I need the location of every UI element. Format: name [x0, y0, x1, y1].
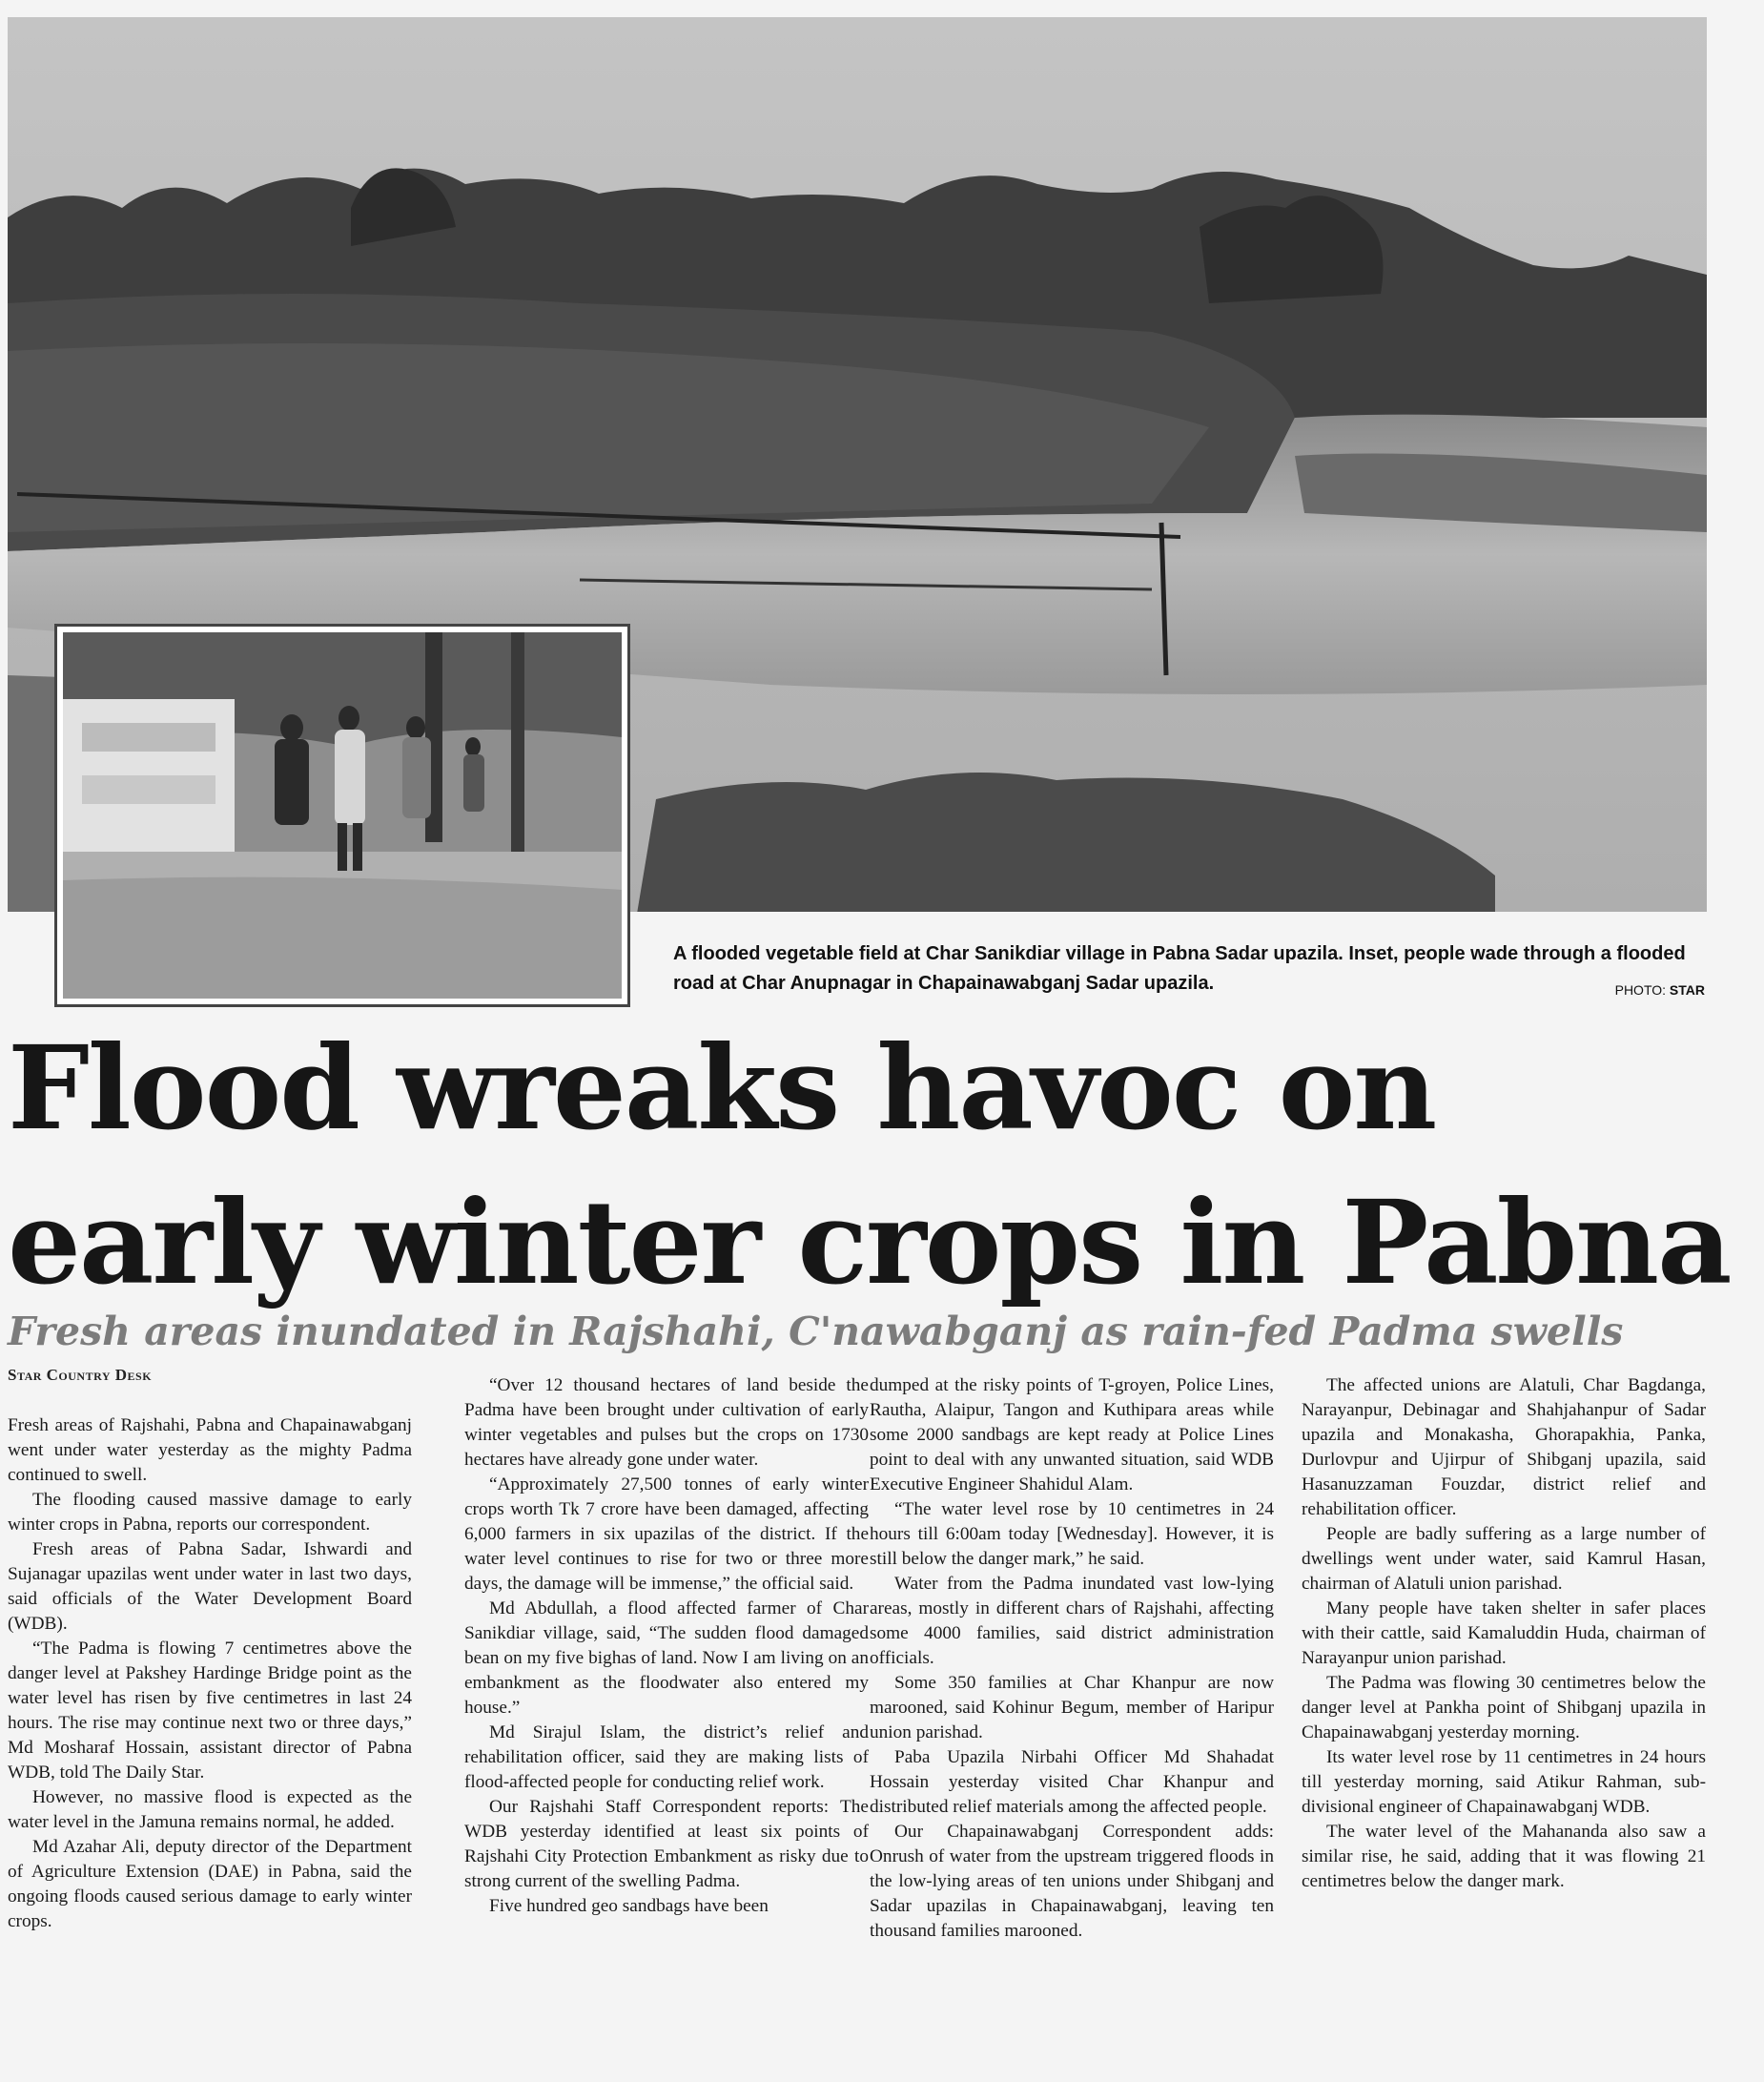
paragraph: The affected unions are Alatuli, Char Bagdanga, Narayanpur, Debinagar and Shahjahanpur of Sadar upazila and Monakasha, Ghorapakhia, Panka, Durlovpur and Ujirpur of Shibganj upazila, said Hasanuzzaman Fouzdar, district relief and rehabilitation officer.: [1302, 1375, 1706, 1519]
paragraph: The water level of the Mahananda also saw a similar rise, he said, adding that it was flowing 21 centimetres below the danger mark.: [1302, 1822, 1706, 1891]
paragraph: Water from the Padma inundated vast low-lying areas, mostly in different chars of Rajshahi, affecting some 4000 families, said district administration officials.: [870, 1574, 1274, 1668]
headline-line-2: early winter crops in Pabna: [8, 1174, 1731, 1310]
paragraph: Our Chapainawabganj Correspondent adds: Onrush of water from the upstream triggered floods in the low-lying areas of ten unions under Shibganj and Sadar upazilas in Chapainawabganj, leaving ten thousand families marooned.: [870, 1822, 1274, 1941]
subheadline: Fresh areas inundated in Rajshahi, C'nawabganj as rain-fed Padma swells: [8, 1309, 1624, 1354]
paragraph: The flooding caused massive damage to early winter crops in Pabna, reports our correspondent.: [8, 1490, 412, 1535]
photo-caption: A flooded vegetable field at Char Sanikdiar village in Pabna Sadar upazila. Inset, people wade through a flooded road at Char Anupnagar in Chapainawabganj Sadar upazila.: [673, 943, 1686, 994]
paragraph: “The water level rose by 10 centimetres in 24 hours till 6:00am today [Wednesday]. However, it is still below the danger mark,” he said.: [870, 1499, 1274, 1569]
paragraph: Md Sirajul Islam, the district’s relief and rehabilitation officer, said they are making lists of flood-affected people for conducting relief work.: [464, 1722, 869, 1792]
paragraph: “Approximately 27,500 tonnes of early winter crops worth Tk 7 crore have been damaged, affecting 6,000 farmers in six upazilas of the district. If the water level continues to rise for two or three more days, the damage will be immense,” the official said.: [464, 1474, 869, 1594]
article-column-4: [1302, 1373, 1706, 1894]
paragraph: Its water level rose by 11 centimetres in 24 hours till yesterday morning, said Atikur Rahman, sub-divisional engineer of Chapainawabganj WDB.: [1302, 1747, 1706, 1817]
paragraph: Md Abdullah, a flood affected farmer of Char Sanikdiar village, said, “The sudden flood damaged bean on my five bighas of land. Now I am living on an embankment as the floodwater also entered my house.”: [464, 1598, 869, 1718]
paragraph: Some 350 families at Char Khanpur are now marooned, said Kohinur Begum, member of Haripur union parishad.: [870, 1673, 1274, 1742]
paragraph: dumped at the risky points of T-groyen, Police Lines, Rautha, Alaipur, Tangon and Kuthipara areas while some 2000 sandbags are kept ready at Police Lines point to deal with any unwanted situation, said WDB Executive Engineer Shahidul Alam.: [870, 1375, 1274, 1495]
article-column-3: [870, 1373, 1274, 1944]
inset-photo: [57, 627, 627, 1004]
byline: Star Country Desk: [8, 1366, 153, 1384]
paragraph: “The Padma is flowing 7 centimetres above the danger level at Pakshey Hardinge Bridge point as the water level has risen by five centimetres in last 24 hours. The rise may continue next two or three days,” Md Mosharaf Hossain, assistant director of Pabna WDB, told The Daily Star.: [8, 1639, 412, 1783]
paragraph: The Padma was flowing 30 centimetres below the danger level at Pankha point of Shibganj upazila in Chapainawabganj yesterday morning.: [1302, 1673, 1706, 1742]
article-column-2: [464, 1373, 869, 1919]
paragraph: Fresh areas of Pabna Sadar, Ishwardi and Sujanagar upazilas went under water in last two days, said officials of the Water Development Board (WDB).: [8, 1539, 412, 1634]
paragraph: “Over 12 thousand hectares of land beside the Padma have been brought under cultivation of early winter vegetables and pulses but the crops on 1730 hectares have already gone under water.: [464, 1375, 869, 1470]
paragraph: Many people have taken shelter in safer places with their cattle, said Kamaluddin Huda, chairman of Narayanpur union parishad.: [1302, 1598, 1706, 1668]
paragraph: Fresh areas of Rajshahi, Pabna and Chapainawabganj went under water yesterday as the mighty Padma continued to swell.: [8, 1415, 412, 1485]
headline: [8, 1011, 1743, 1320]
paragraph: People are badly suffering as a large number of dwellings went under water, said Kamrul Hasan, chairman of Alatuli union parishad.: [1302, 1524, 1706, 1594]
paragraph: Five hundred geo sandbags have been: [489, 1896, 769, 1916]
photo-credit-label: PHOTO:: [1614, 982, 1667, 998]
paragraph: However, no massive flood is expected as the water level in the Jamuna remains normal, he added.: [8, 1787, 412, 1832]
article-column-1: [8, 1413, 412, 1934]
flooded-road-image: [63, 632, 622, 999]
photo-credit: [1615, 982, 1705, 998]
headline-line-1: Flood wreaks havoc on: [8, 1020, 1436, 1156]
paragraph: Our Rajshahi Staff Correspondent reports: The WDB yesterday identified at least six points of Rajshahi City Protection Embankment as risky due to strong current of the swelling Padma.: [464, 1797, 869, 1891]
paragraph: Paba Upazila Nirbahi Officer Md Shahadat Hossain yesterday visited Char Khanpur and distributed relief materials among the affected people.: [870, 1747, 1274, 1817]
paragraph: Md Azahar Ali, deputy director of the Department of Agriculture Extension (DAE) in Pabna, said the ongoing floods caused serious damage to early winter crops.: [8, 1837, 412, 1931]
photo-credit-source: STAR: [1669, 982, 1705, 998]
